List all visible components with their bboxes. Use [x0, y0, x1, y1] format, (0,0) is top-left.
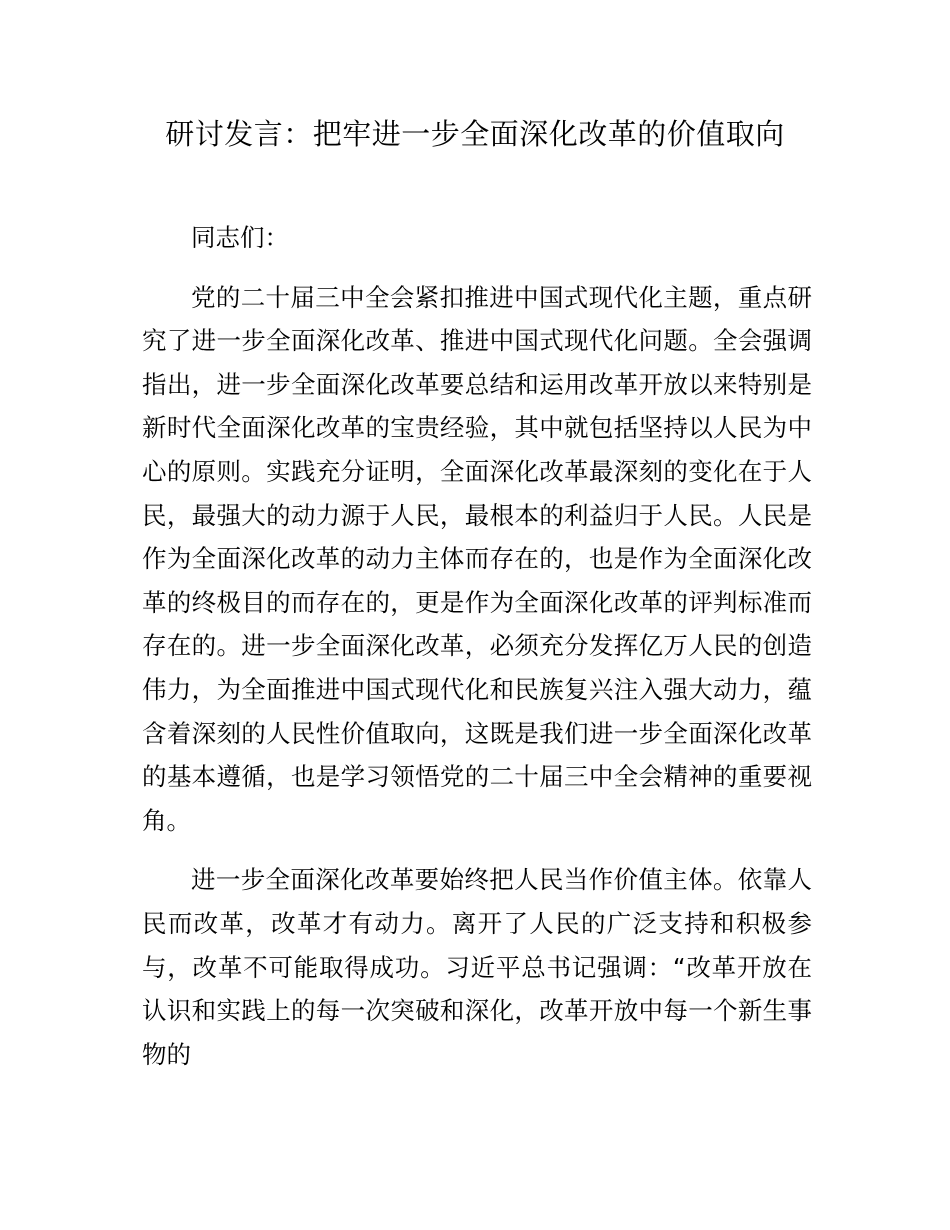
document-body	[142, 216, 812, 1076]
salutation: 同志们：	[191, 223, 289, 252]
paragraph-2: 进一步全面深化改革要始终把人民当作价值主体。依靠人民而改革，改革才有动力。离开了人民的广泛支持和积极参与，改革不可能取得成功。习近平总书记强调：“改革开放在认识和实践上的每一次突破和深化，改革开放中每一个新生事物的	[142, 865, 812, 1069]
document-title: 研讨发言：把牢进一步全面深化改革的价值取向	[165, 117, 785, 151]
paragraph-1: 党的二十届三中全会紧扣推进中国式现代化主题，重点研究了进一步全面深化改革、推进中国式现代化问题。全会强调指出，进一步全面深化改革要总结和运用改革开放以来特别是新时代全面深化改革的宝贵经验，其中就包括坚持以人民为中心的原则。实践充分证明，全面深化改革最深刻的变化在于人民，最强大的动力源于人民，最根本的利益归于人民。人民是作为全面深化改革的动力主体而存在的，也是作为全面深化改革的终极目的而存在的，更是作为全面深化改革的评判标准而存在的。进一步全面深化改革，必须充分发挥亿万人民的创造伟力，为全面推进中国式现代化和民族复兴注入强大动力，蕴含着深刻的人民性价值取向，这既是我们进一步全面深化改革的基本遵循，也是学习领悟党的二十届三中全会精神的重要视角。	[142, 282, 812, 835]
